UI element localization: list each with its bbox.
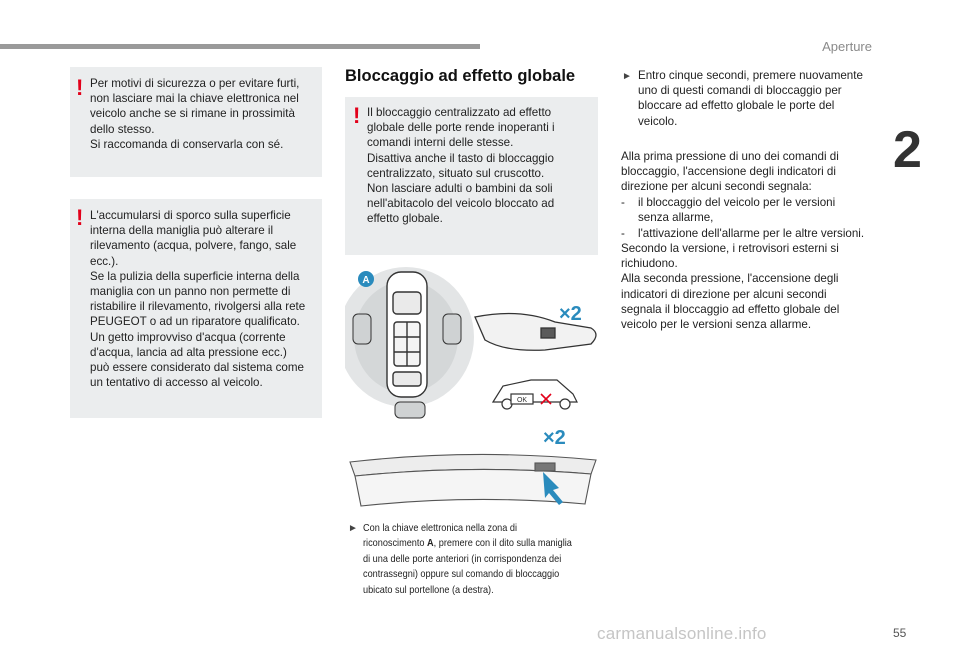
zone-a-label: A (362, 275, 370, 286)
bullet-dash: - (621, 227, 625, 240)
ok-label: OK (516, 397, 528, 404)
arrow-step-icon: ► (348, 523, 358, 534)
car-top-view-icon (387, 272, 427, 397)
warning-exclamation-icon: ! (353, 103, 361, 128)
warning-box-dirt (70, 199, 322, 418)
warning-exclamation-icon: ! (76, 75, 84, 100)
warning-box-global-lock (345, 97, 598, 255)
caption-text: Con la chiave elettronica nella zona di riconoscimento (363, 523, 518, 550)
warning-box-security (70, 67, 322, 177)
paragraph-rest: Secondo la versione, i retrovisori esterni si richiudono. Alla seconda pressione, l'accensione degli indicatori di direzione per alcuni secondi segnala il bloccaggio ad effetto globale del veicolo per le versioni senza allarme. (621, 242, 840, 332)
bullet-dash: - (621, 196, 625, 209)
bullet-item-2: l'attivazione dell'allarme per le altre versioni. (638, 227, 865, 240)
watermark: carmanualsonline.info (597, 624, 767, 643)
warning-exclamation-icon: ! (76, 205, 84, 230)
warning-text-security: Per motivi di sicurezza o per evitare furti, non lasciare mai la chiave elettronica nel veicolo anche se si rimane in prossimità dello stesso. Si raccomanda di conservarla con sé. (90, 77, 300, 151)
page-number: 55 (893, 626, 907, 640)
warning-text-global-lock: Il bloccaggio centralizzato ad effetto globale delle porte rende inoperanti i comandi interni delle stesse. Disattiva anche il tasto di bloccaggio centralizzato, situato sul cruscotto. Non lasciare adulti o bambini da soli nell'abitacolo del veicolo bloccato ad effetto globale. (367, 106, 555, 226)
section-title: Aperture (822, 39, 872, 54)
press-twice-label-top: ×2 (559, 303, 582, 325)
warning-text-dirt: L'accumularsi di sporco sulla superficie interna della maniglia può alterare il rilevamento (acqua, polvere, fango, sale ecc.). Se la pulizia della superficie interna della maniglia con un panno non permette di ristabilire il rilevamento, rivolgersi alla rete PEUGEOT o ad un riparatore qualificato. Un getto improvviso d'acqua (corrente d'acqua, lancia ad alta pressione ecc.) può essere considerato dal sistema come un tentativo di accesso al veicolo. (90, 209, 306, 390)
arrow-step-icon: ► (622, 71, 632, 82)
caption-zone-letter: A (427, 538, 434, 550)
caption-text-rest: , premere con il dito sulla maniglia di una delle porte anteriori (in corrispondenza dei contrassegni) oppure sul comando di bloccaggio ubicato sul portellone (a destra). (363, 538, 572, 596)
chapter-number: 2 (893, 121, 922, 179)
bullet-item-1: il bloccaggio del veicolo per le versioni senza allarme, (638, 196, 836, 225)
paragraph-intro: Alla prima pressione di uno dei comandi di bloccaggio, l'accensione degli indicatori di direzione per alcuni secondi segnala: (621, 150, 839, 194)
press-twice-label-bottom: ×2 (543, 427, 566, 449)
locking-illustration (345, 262, 601, 522)
illustration-caption (363, 521, 601, 598)
car-side-view-icon (493, 380, 577, 409)
header-bar (0, 44, 480, 49)
section-heading: Bloccaggio ad effetto globale (345, 67, 576, 85)
step-text: Entro cinque secondi, premere nuovamente uno di questi comandi di bloccaggio per bloccare ad effetto globale le porte del veicolo. (638, 69, 863, 128)
